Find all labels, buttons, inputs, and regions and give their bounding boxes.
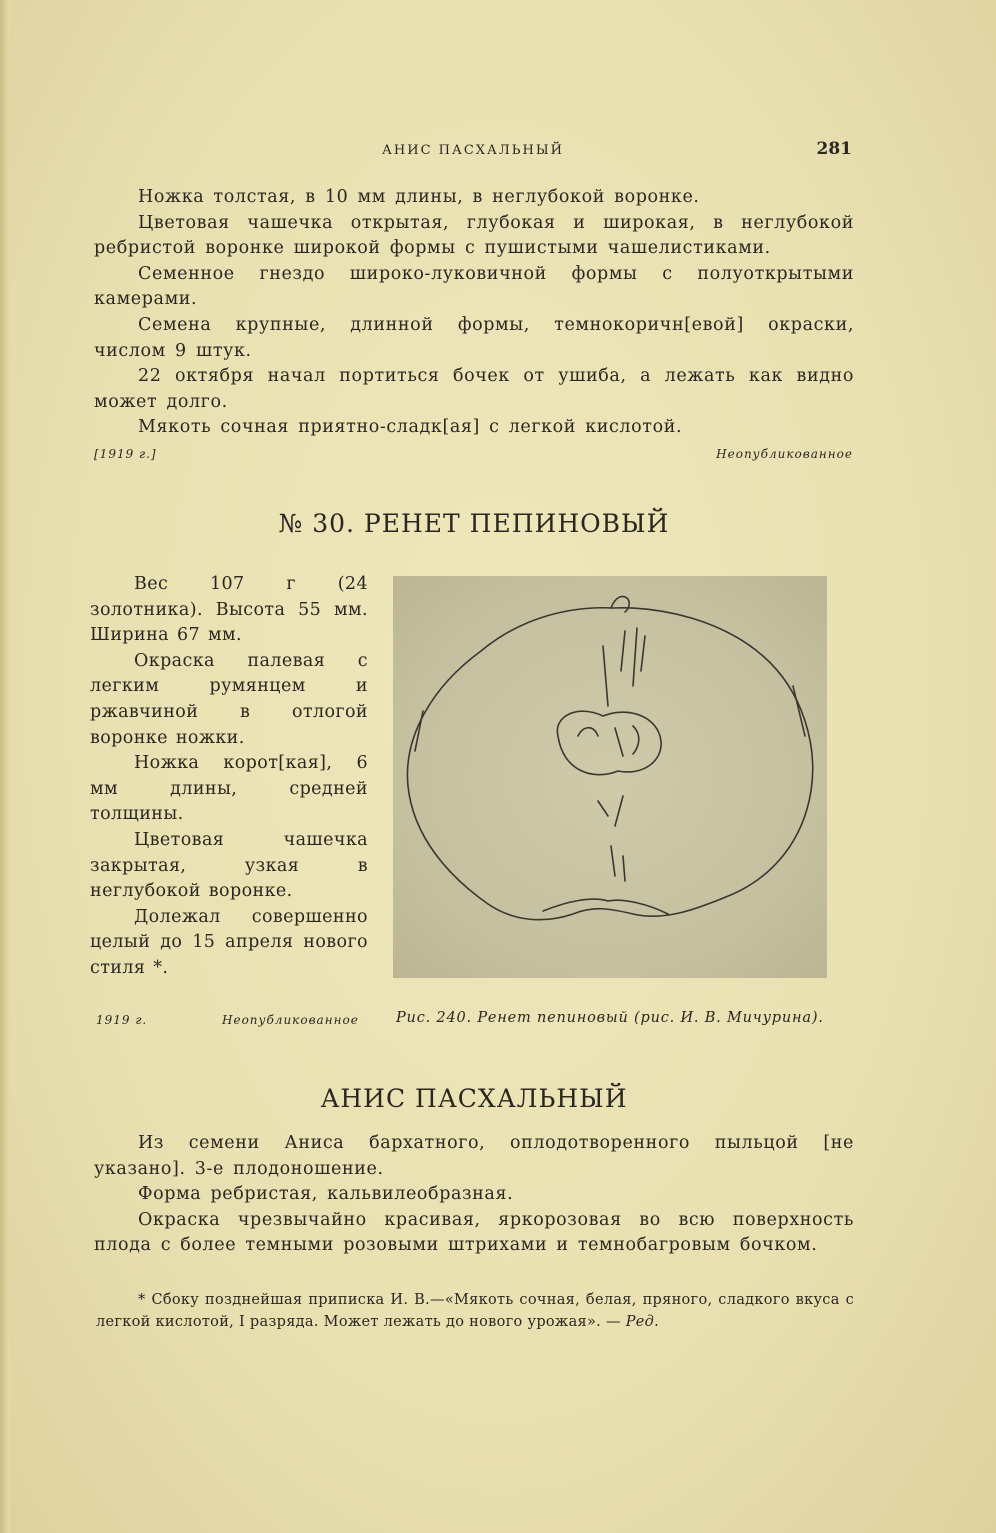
paragraph: Цветовая чашечка закрытая, узкая в неглубокой воронке. bbox=[90, 829, 368, 902]
running-head-title: АНИС ПАСХАЛЬНЫЙ bbox=[382, 143, 564, 158]
footnote-signature: Ред. bbox=[625, 1314, 660, 1330]
running-head bbox=[92, 139, 854, 163]
page-edge bbox=[0, 0, 10, 1533]
paragraph: Форма ребристая, кальвилеобразная. bbox=[138, 1184, 514, 1205]
footnote bbox=[96, 1289, 854, 1333]
continuation-status: Неопубликованное bbox=[716, 447, 853, 461]
paragraph: Семена крупные, длинной формы, темнокоричн[евой] окраски, числом 9 штук. bbox=[94, 314, 854, 361]
paragraph: Окраска палевая с легким румянцем и ржавчиной в отлогой воронке ножки. bbox=[90, 650, 368, 748]
paragraph: Долежал совершенно целый до 15 апреля нового стиля *. bbox=[90, 906, 368, 978]
section-30-status: Неопубликованное bbox=[222, 1013, 359, 1027]
continuation-text bbox=[94, 185, 854, 441]
apple-drawing-figure bbox=[393, 576, 827, 978]
figure-caption: Рис. 240. Ренет пепиновый (рис. И. В. Мичурина). bbox=[396, 1010, 824, 1026]
paragraph: Семенное гнездо широко-луковичной формы с полуоткрытыми камерами. bbox=[94, 263, 854, 310]
paragraph: 22 октября начал портиться бочек от ушиба, а лежать как видно может долго. bbox=[94, 366, 854, 412]
apple-sketch-illustration bbox=[393, 576, 827, 978]
paragraph: Ножка корот[кая], 6 мм длины, средней толщины. bbox=[90, 753, 368, 825]
paragraph: Окраска чрезвычайно красивая, яркорозовая во всю поверхность плода с более темными розовыми штрихами и темнобагровым бочком. bbox=[94, 1209, 854, 1256]
paragraph: Цветовая чашечка открытая, глубокая и широкая, в неглубокой ребристой воронке широкой формы с пушистыми чашелистиками. bbox=[94, 212, 854, 259]
page-number: 281 bbox=[816, 139, 852, 159]
section-30-date: 1919 г. bbox=[96, 1013, 148, 1027]
footnote-text: * Сбоку позднейшая приписка И. В.—«Мякоть сочная, белая, пряного, сладкого вкуса с легкой кислотой, I разряда. Может лежать до нового урожая». — bbox=[96, 1292, 854, 1330]
section-30-text bbox=[90, 572, 368, 982]
footnote-paragraph bbox=[96, 1289, 854, 1333]
paragraph: Ножка толстая, в 10 мм длины, в неглубокой воронке. bbox=[138, 187, 700, 207]
section-anis-text bbox=[94, 1131, 854, 1259]
section-30-heading: № 30. РЕНЕТ ПЕПИНОВЫЙ bbox=[278, 509, 670, 538]
paragraph: Вес 107 г (24 золотника). Высота 55 мм. Ширина 67 мм. bbox=[90, 574, 368, 646]
paragraph: Из семени Аниса бархатного, оплодотворенного пыльцой [не указано]. 3-е плодоношение. bbox=[94, 1133, 854, 1179]
continuation-date: [1919 г.] bbox=[94, 447, 157, 461]
paragraph: Мякоть сочная приятно-сладк[ая] с легкой кислотой. bbox=[138, 417, 683, 438]
section-anis-heading: АНИС ПАСХАЛЬНЫЙ bbox=[320, 1084, 628, 1113]
